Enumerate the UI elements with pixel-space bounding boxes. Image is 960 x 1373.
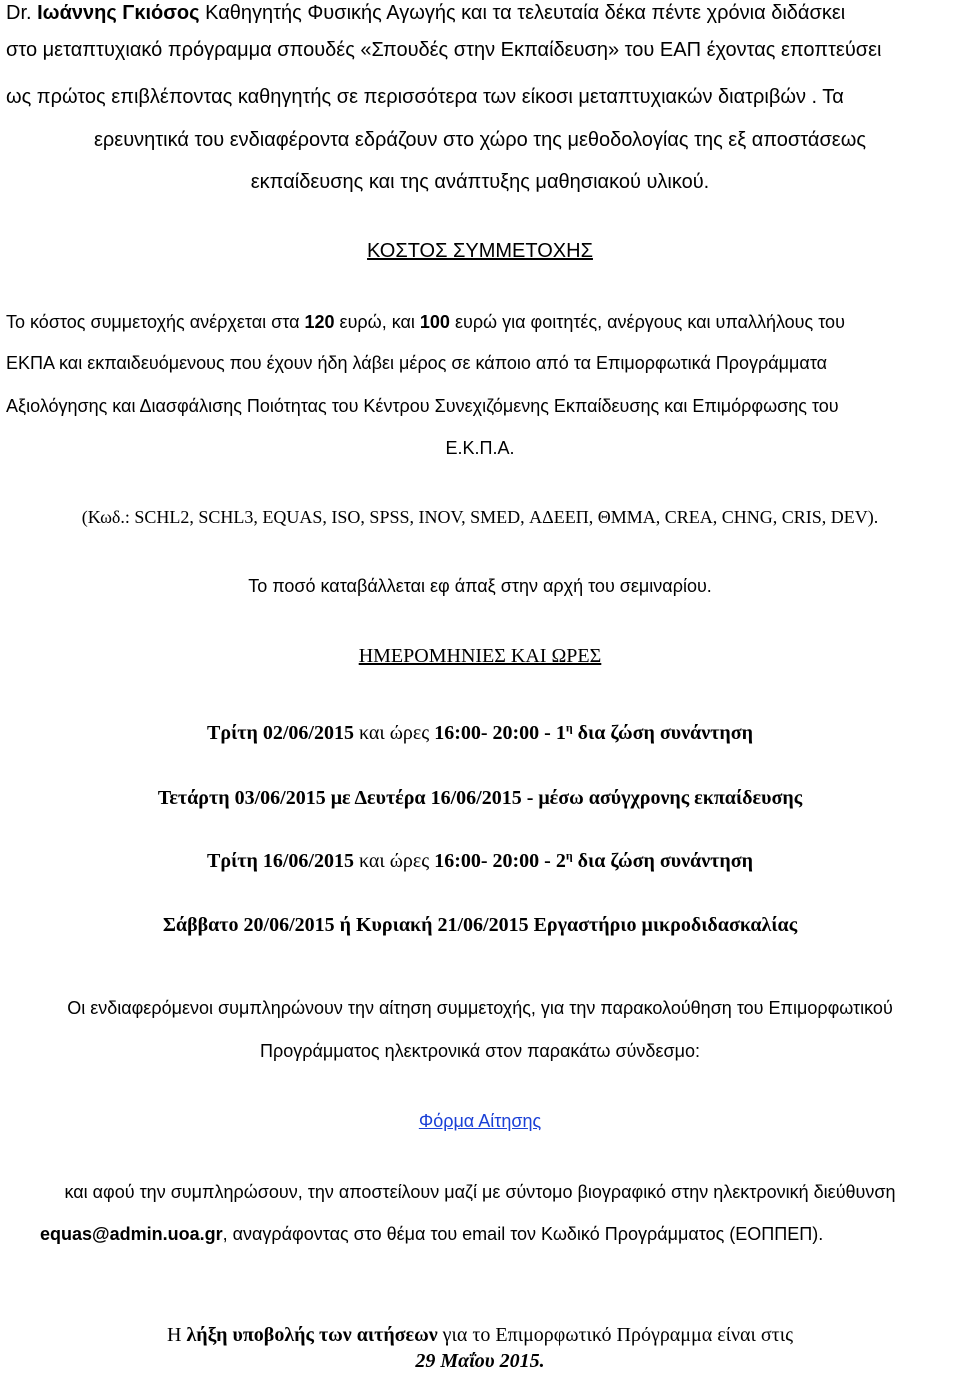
application-form-link[interactable]: Φόρμα Αίτησης xyxy=(418,1111,542,1131)
bio-title: Dr. xyxy=(6,2,38,24)
dates-heading xyxy=(0,645,960,668)
bio-line-2: στο μεταπτυχιακό πρόγραμμα σπουδές «Σπουδές στην Εκπαίδευση» του ΕΑΠ έχοντας εποπτεύσει xyxy=(6,39,882,61)
apply-line-2: Προγράμματος ηλεκτρονικά στον παρακάτω σύνδεσμο: xyxy=(260,1041,700,1061)
bio-text: Καθηγητής Φυσικής Αγωγής και τα τελευταία δέκα πέντε χρόνια διδάσκει xyxy=(199,2,846,24)
cost-line-4: Ε.Κ.Π.Α. xyxy=(445,438,515,458)
dates-heading-text: ΗΜΕΡΟΜΗΝΙΕΣ ΚΑΙ ΩΡΕΣ xyxy=(358,645,602,667)
program-codes: (Κωδ.: SCHL2, SCHL3, EQUAS, ISO, SPSS, INOV, SMED, ΑΔΕΕΠ, ΘΜΜΑ, CREA, CHNG, CRIS, DEV). xyxy=(81,507,879,527)
apply-line-3: και αφού την συμπληρώσουν, την αποστείλουν μαζί με σύντομο βιογραφικό στην ηλεκτρονική διεύθυνση xyxy=(64,1182,896,1202)
date-desc: δια ζώση συνάντηση xyxy=(572,850,753,872)
cost-full-price: 120 xyxy=(304,312,335,332)
cost-reduced-price: 100 xyxy=(419,312,450,332)
cost-text: ευρώ για φοιτητές, ανέργους και υπαλλήλους του xyxy=(449,312,845,332)
date-day: Τρίτη 02/06/2015 xyxy=(207,722,354,744)
date-entry-3 xyxy=(0,850,960,873)
deadline-text: για το Επιμορφωτικό Πρόγραμμα είναι στις xyxy=(437,1324,793,1346)
contact-email[interactable]: equas@admin.uoa.gr xyxy=(40,1224,223,1244)
date-time: 16:00- 20:00 - 1 xyxy=(434,722,566,744)
date-time: 16:00- 20:00 - 2 xyxy=(434,850,566,872)
apply-line-4 xyxy=(40,1224,960,1245)
cost-line-2: ΕΚΠΑ και εκπαιδευόμενους που έχουν ήδη λάβει μέρος σε κάποιο από τα Επιμορφωτικά Προγράμματα xyxy=(6,353,828,373)
deadline-date-text: 29 Μαΐου 2015. xyxy=(415,1350,545,1372)
apply-line-1: Οι ενδιαφερόμενοι συμπληρώνουν την αίτηση συμμετοχής, για την παρακολούθηση του Επιμορφωτικού xyxy=(67,998,893,1018)
bio-line-3: ως πρώτος επιβλέποντας καθηγητής σε περισσότερα των είκοσι μεταπτυχιακών διατριβών . Τα xyxy=(6,86,844,108)
date-desc: δια ζώση συνάντηση xyxy=(572,722,753,744)
date-text: και ώρες xyxy=(353,722,435,744)
date-entry-4 xyxy=(0,914,960,937)
cost-text: ευρώ, και xyxy=(334,312,420,332)
date-entry-2 xyxy=(0,787,960,810)
date-text: και ώρες xyxy=(353,850,435,872)
cost-text: Το κόστος συμμετοχής ανέρχεται στα xyxy=(6,312,305,332)
cost-line-3: Αξιολόγησης και Διασφάλισης Ποιότητας του Κέντρου Συνεχιζόμενης Εκπαίδευσης και Επιμόρφωσης του xyxy=(6,396,839,416)
deadline-bold: λήξη υποβολής των αιτήσεων xyxy=(186,1324,438,1346)
date-desc: Σάββατο 20/06/2015 ή Κυριακή 21/06/2015 Εργαστήριο μικροδιδασκαλίας xyxy=(162,914,798,936)
payment-note: Το ποσό καταβάλλεται εφ άπαξ στην αρχή του σεμιναρίου. xyxy=(248,576,712,596)
application-form-link-row xyxy=(0,1111,960,1132)
cost-heading-text: ΚΟΣΤΟΣ ΣΥΜΜΕΤΟΧΗΣ xyxy=(367,240,593,262)
date-entry-1 xyxy=(0,722,960,745)
bio-name: Ιωάννης Γκιόσος xyxy=(37,2,200,24)
cost-line-1 xyxy=(6,312,960,333)
date-desc: Τετάρτη 03/06/2015 με Δευτέρα 16/06/2015 - μέσω ασύγχρονης εκπαίδευσης xyxy=(157,787,803,809)
date-ordinal: η xyxy=(565,848,573,863)
deadline-text: Η xyxy=(167,1324,187,1346)
bio-line-1 xyxy=(6,2,960,25)
apply-text: , αναγράφοντας στο θέμα του email τον Κωδικό Προγράμματος (ΕΟΠΠΕΠ). xyxy=(222,1224,824,1244)
deadline-line xyxy=(0,1324,960,1347)
date-day: Τρίτη 16/06/2015 xyxy=(207,850,354,872)
bio-line-4: ερευνητικά του ενδιαφέροντα εδράζουν στο χώρο της μεθοδολογίας της εξ αποστάσεως xyxy=(94,129,866,151)
bio-line-5: εκπαίδευσης και της ανάπτυξης μαθησιακού υλικού. xyxy=(250,171,710,193)
date-ordinal: η xyxy=(565,720,573,735)
cost-heading xyxy=(0,240,960,263)
deadline-date xyxy=(0,1350,960,1373)
